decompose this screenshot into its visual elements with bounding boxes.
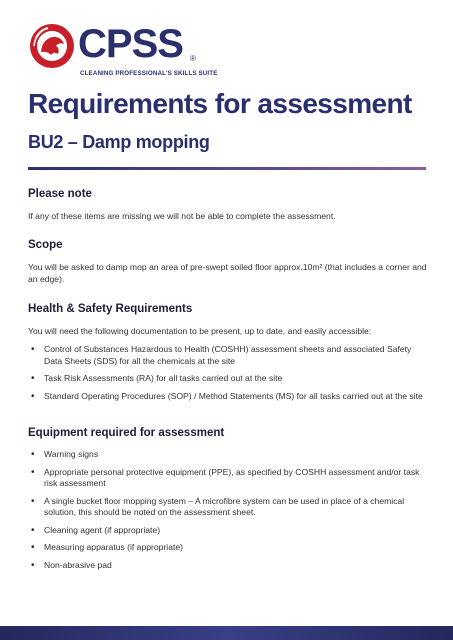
section-scope — [28, 239, 428, 285]
list-item: • Task Risk Assessments (RA) for all tasks carried out at the site — [28, 373, 428, 385]
section-heading: Health & Safety Requirements — [28, 303, 193, 315]
title-divider — [28, 167, 426, 170]
section-equipment — [28, 427, 428, 571]
list-item: • Standard Operating Procedures (SOP) / Method Statements (MS) for all tasks carried out at the site — [28, 391, 428, 403]
page-title: Requirements for assessment — [28, 88, 412, 119]
list-item: • Control of Substances Hazardous to Health (COSHH) assessment sheets and associated Safety Data Sheets (SDS) for all the chemicals at the site — [28, 344, 428, 367]
list-item: • A single bucket floor mopping system – A microfibre system can be used in place of a chemical solution, this should be noted on the assessment sheet. — [28, 496, 428, 519]
list-item: • Measuring apparatus (if appropriate) — [28, 542, 428, 554]
footer-bar — [0, 626, 453, 640]
cpss-logo — [28, 20, 218, 80]
section-heading: Please note — [28, 188, 92, 200]
list-item: • Cleaning agent (if appropriate) — [28, 525, 428, 537]
section-text: If any of these items are missing we will not be able to complete the assessment. — [28, 211, 336, 221]
brand-name: CPSS — [78, 22, 183, 66]
document-body — [28, 188, 428, 577]
list-item: • Non-abrasive pad — [28, 560, 428, 572]
documentation-list — [28, 344, 428, 402]
section-health-safety — [28, 303, 428, 402]
list-item: • Appropriate personal protective equipment (PPE), as specified by COSHH assessment and/or task risk assessment — [28, 467, 428, 490]
page-subtitle: BU2 – Damp mopping — [28, 132, 210, 152]
lion-emblem-icon — [28, 22, 76, 70]
list-item: • Warning signs — [28, 449, 428, 461]
section-text: You will be asked to damp mop an area of pre-swept soiled floor approx.10m² (that includes a corner and an edge). — [28, 262, 427, 284]
equipment-list — [28, 449, 428, 571]
section-heading: Scope — [28, 239, 63, 251]
section-heading: Equipment required for assessment — [28, 427, 225, 439]
registered-mark: ® — [190, 54, 196, 63]
section-lead-text: You will need the following documentation to be present, up to date, and easily accessible: — [28, 326, 372, 336]
brand-tagline: CLEANING PROFESSIONAL'S SKILLS SUITE — [80, 70, 218, 77]
section-please-note — [28, 188, 428, 222]
